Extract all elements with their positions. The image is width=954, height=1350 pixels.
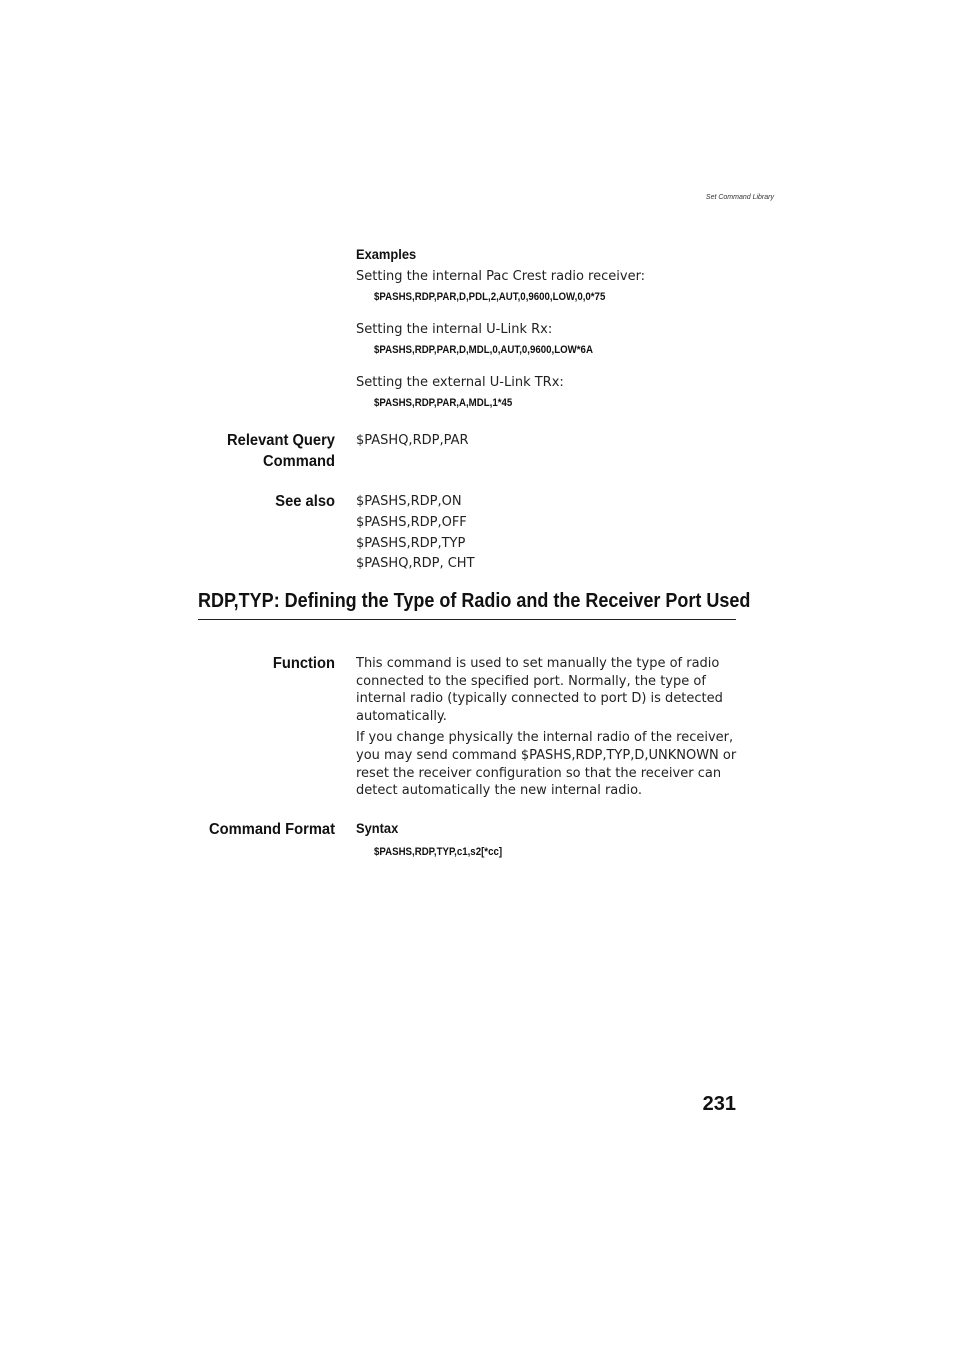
example-description: Setting the internal U-Link Rx: xyxy=(356,322,553,337)
syntax-command: $PASHS,RDP,TYP,c1,s2[*cc] xyxy=(374,846,503,858)
syntax-heading: Syntax xyxy=(356,820,399,836)
see-also-item: $PASHS,RDP,OFF xyxy=(356,515,467,530)
relevant-query-label-line1: Relevant Query xyxy=(227,432,335,449)
function-paragraph-2: If you change physically the internal radio of the receiver, you may send command $PASHS,RDP,TYP,D,UNKNOWN or reset the receiver configuration so that the receiver can detect automatically the new internal radio. xyxy=(356,730,737,799)
section-title xyxy=(198,590,751,613)
see-also-item: $PASHS,RDP,ON xyxy=(356,494,462,509)
example-command: $PASHS,RDP,PAR,A,MDL,1*45 xyxy=(374,397,513,409)
function-paragraph-1: This command is used to set manually the type of radio connected to the specified port. Normally, the type of internal radio (typically connected to port D) is detected automatically. xyxy=(356,656,723,724)
page-number: 231 xyxy=(702,1093,736,1115)
examples-heading: Examples xyxy=(356,246,417,262)
example-command: $PASHS,RDP,PAR,D,MDL,0,AUT,0,9600,LOW*6A xyxy=(374,344,593,356)
section-title-text: RDP,TYP: Defining the Type of Radio and the Receiver Port Used xyxy=(198,590,751,612)
see-also-item: $PASHS,RDP,TYP xyxy=(356,536,466,551)
relevant-query-label-line2: Command xyxy=(263,453,335,470)
running-header: Set Command Library xyxy=(705,194,774,201)
example-command: $PASHS,RDP,PAR,D,PDL,2,AUT,0,9600,LOW,0,0*75 xyxy=(374,291,606,303)
function-label: Function xyxy=(272,655,335,672)
function-body xyxy=(356,655,738,804)
example-description: Setting the internal Pac Crest radio receiver: xyxy=(356,269,646,284)
command-format-label: Command Format xyxy=(209,821,335,838)
relevant-query-value: $PASHQ,RDP,PAR xyxy=(356,433,469,448)
see-also-label: See also xyxy=(275,493,335,510)
example-description: Setting the external U-Link TRx: xyxy=(356,375,564,390)
section-divider xyxy=(198,619,736,620)
see-also-item: $PASHQ,RDP, CHT xyxy=(356,556,475,571)
